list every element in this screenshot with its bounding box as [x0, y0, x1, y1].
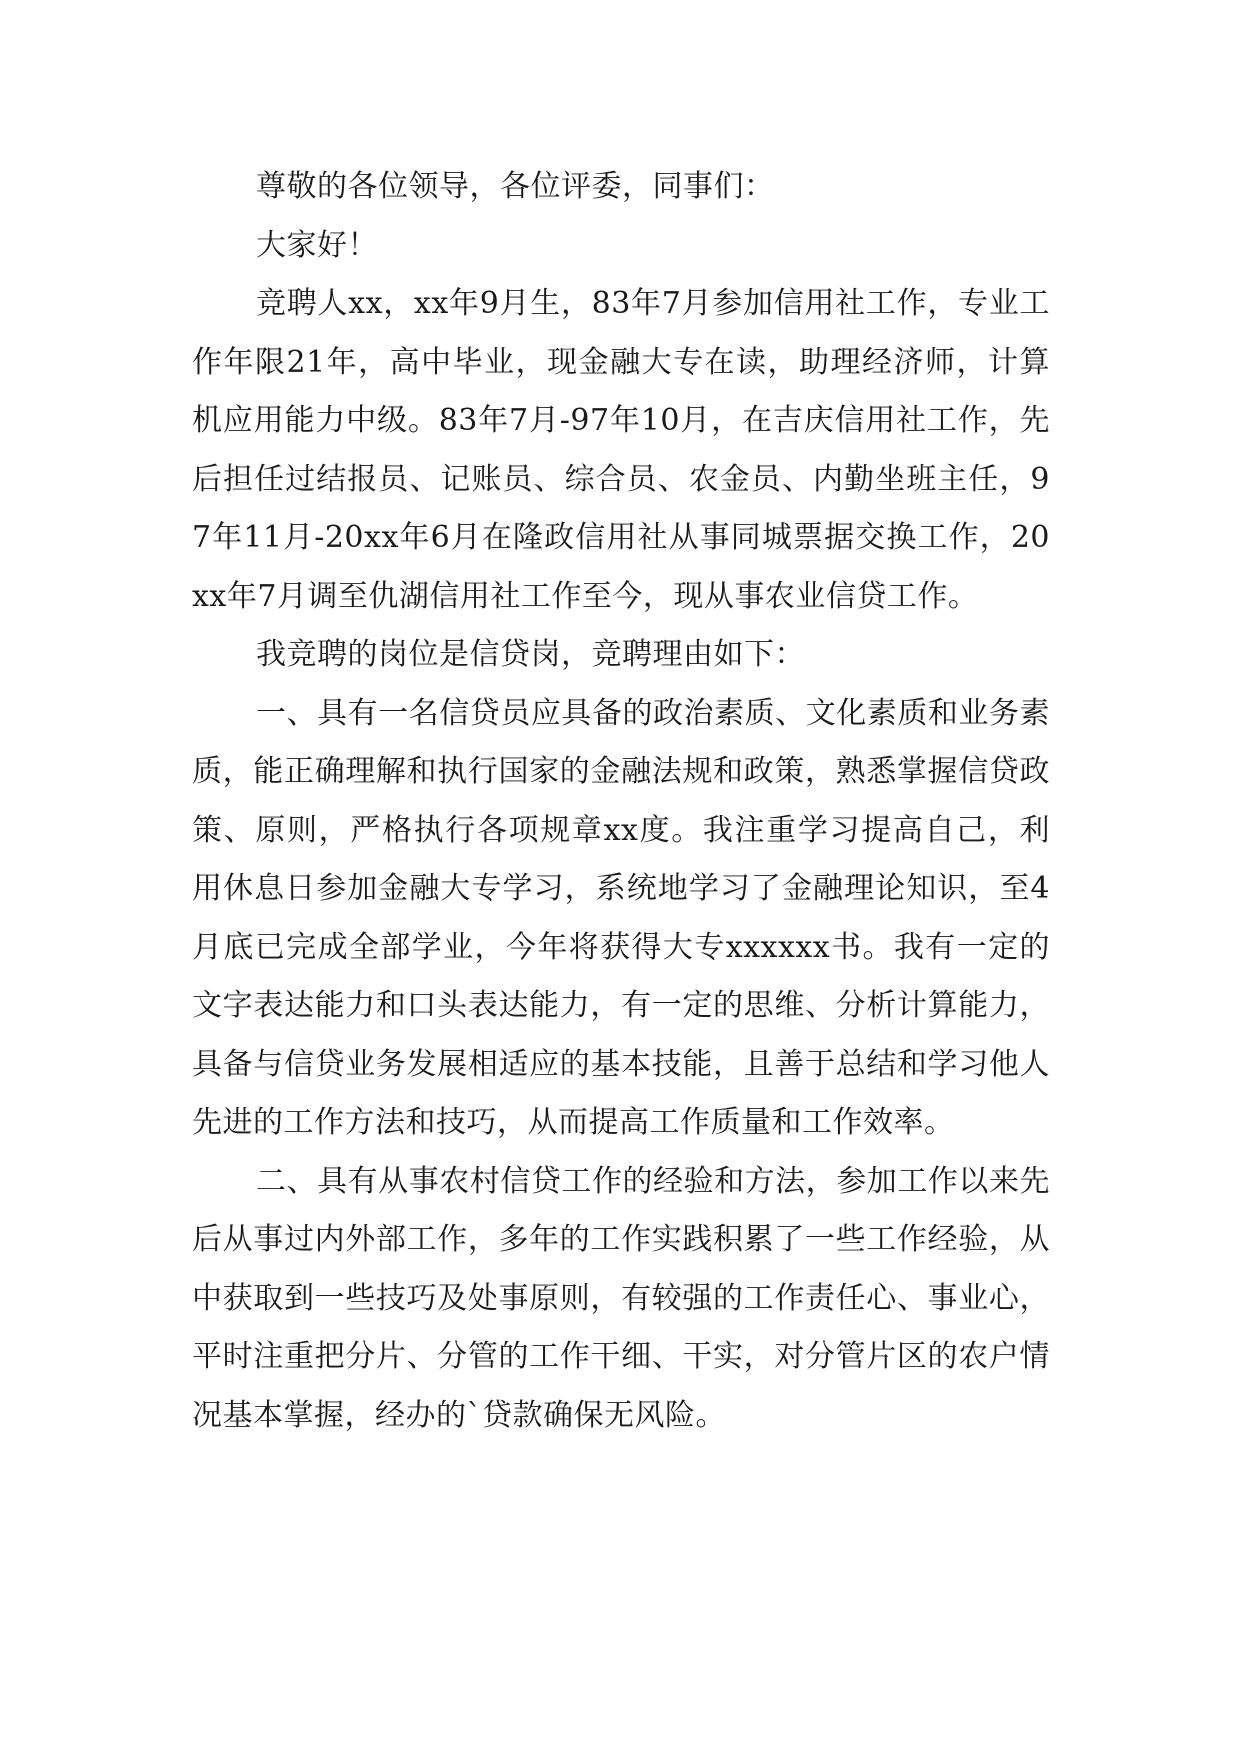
- background-paragraph: 竞聘人xx，xx年9月生，83年7月参加信用社工作，专业工作年限21年，高中毕业，现金融大专在读，助理经济师，计算机应用能力中级。83年7月-97年10月，在吉庆信用社工作，先后担任过结报员、记账员、综合员、农金员、内勤坐班主任，97年11月-20xx年6月在隆政信用社从事同城票据交换工作，20xx年7月调至仇湖信用社工作至今，现从事农业信贷工作。: [192, 286, 1050, 614]
- reason-two-paragraph: 二、具有从事农村信贷工作的经验和方法，参加工作以来先后从事过内外部工作，多年的工作实践积累了一些工作经验，从中获取到一些技巧及处事原则，有较强的工作责任心、事业心，平时注重把分片、分管的工作干细、干实，对分管片区的农户情况基本掌握，经办的`贷款确保无风险。: [192, 1163, 1050, 1433]
- position-paragraph: 我竞聘的岗位是信贷岗，竞聘理由如下：: [256, 637, 805, 672]
- document-body: [192, 158, 1050, 1445]
- reason-one-paragraph: 一、具有一名信贷员应具备的政治素质、文化素质和业务素质，能正确理解和执行国家的金融法规和政策，熟悉掌握信贷政策、原则，严格执行各项规章xx度。我注重学习提高自己，利用休息日参加金融大专学习，系统地学习了金融理论知识，至4月底已完成全部学业，今年将获得大专xxxxxx书。我有一定的文字表达能力和口头表达能力，有一定的思维、分析计算能力，具备与信贷业务发展相适应的基本技能，且善于总结和学习他人先进的工作方法和技巧，从而提高工作质量和工作效率。: [192, 695, 1050, 1140]
- greeting-paragraph: 大家好！: [256, 227, 378, 263]
- salutation-paragraph: 尊敬的各位领导，各位评委，同事们：: [256, 169, 775, 204]
